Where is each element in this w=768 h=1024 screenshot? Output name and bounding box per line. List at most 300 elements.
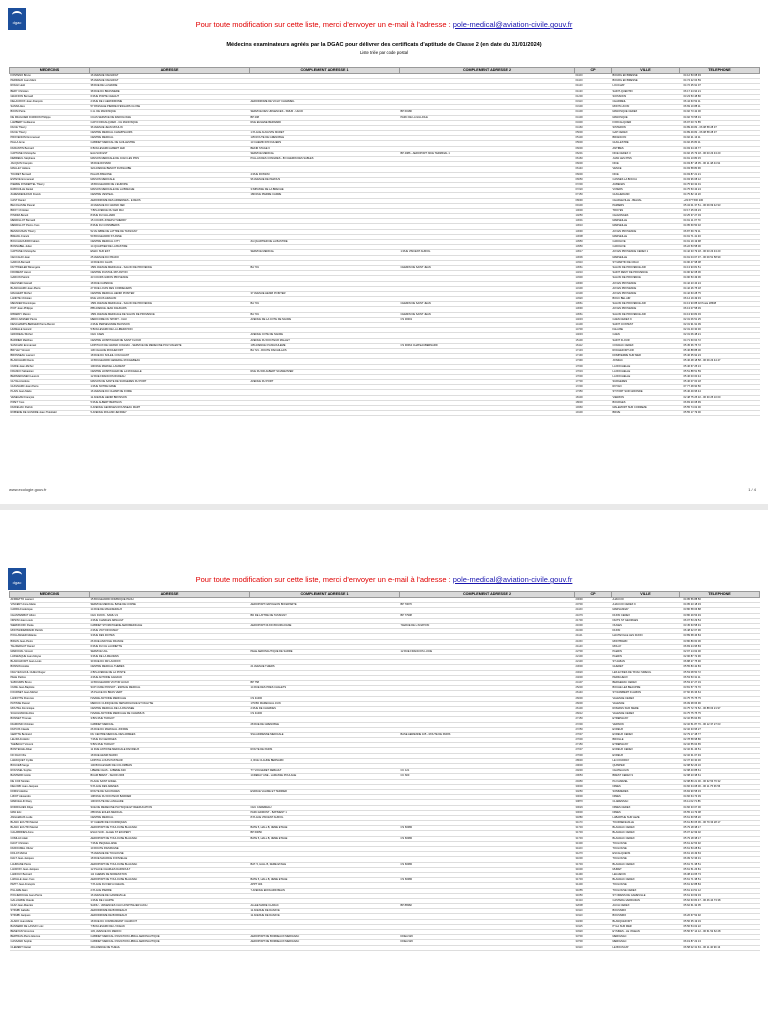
col-physician-header: MEDECINS bbox=[10, 592, 90, 598]
col-phone: 04 75 93 32 01 bbox=[680, 182, 760, 187]
col-phone: 07 60 36 36 64 bbox=[680, 691, 760, 696]
col-address: 40 AVENUE DU GRAND NEF bbox=[90, 203, 250, 208]
col-physician: RODRIGUES Filipe bbox=[10, 805, 90, 810]
col-physician: LELIRA Frédéric bbox=[10, 738, 90, 743]
col-address: 18 RUE DU SOLEIL COUCHANT bbox=[90, 354, 250, 359]
col-address: 11 RUE ANTOINE MEDICALE D'EVREUX bbox=[90, 748, 250, 753]
col-phone: 04 95 60 50 32 bbox=[680, 224, 760, 229]
col-city: CADOLIVE bbox=[612, 240, 680, 245]
col-address: CHU CAEN bbox=[90, 333, 250, 338]
col-address: CENTRE MEDICAL DE LA PAUSSEE bbox=[90, 706, 250, 711]
col-physician: PILLARE Alain bbox=[10, 888, 90, 893]
col-city: SISTERON bbox=[612, 125, 680, 130]
document-page-2 bbox=[0, 510, 768, 1024]
col-postal-code: 03110 bbox=[575, 99, 612, 104]
col-postal-code: 23000 bbox=[575, 665, 612, 670]
col-phone: 05 34 01 37 51 - 06 09 69 42 93 bbox=[680, 203, 760, 208]
col-phone: 06 84 90 58 33 bbox=[680, 789, 760, 794]
col-postal-code: 28630 bbox=[575, 758, 612, 763]
col-phone: 04 90 92 08 06 bbox=[680, 271, 760, 276]
col-address: C.H. DE MANOSQUE bbox=[90, 110, 250, 115]
col-city: SOMMIERES bbox=[612, 789, 680, 794]
col-city: GAP CEDEX bbox=[612, 131, 680, 136]
col-physician: LASSESQUE Jean-Moyse bbox=[10, 655, 90, 660]
col-postal-code: 01130 bbox=[575, 89, 612, 94]
col-phone: 04 12 53 08 93 bbox=[680, 74, 760, 79]
col-physician: ABOU-NASSER Pierre bbox=[10, 317, 90, 322]
col-postal-code: 04100 bbox=[575, 115, 612, 120]
col-city: AUCH CEDEX bbox=[612, 904, 680, 909]
col-city: TROYES bbox=[612, 208, 680, 213]
col-city: SURGERES bbox=[612, 380, 680, 385]
col-address-extra-1 bbox=[250, 411, 400, 416]
col-address-extra-1: 96 AVENUE DE PEZOUS bbox=[250, 177, 400, 182]
col-physician: GUYALA Hélène bbox=[10, 380, 90, 385]
col-address: 6 AVENUE GEORGES ROUSSEAU MART bbox=[90, 406, 250, 411]
col-physician: CASSAND Sophie bbox=[10, 940, 90, 945]
col-postal-code: 17019 bbox=[575, 369, 612, 374]
col-city: PLERIN bbox=[612, 649, 680, 654]
col-address: 50 BOULEVARD ST ANNE bbox=[90, 234, 250, 239]
col-physician: ANGLERAIS Ludie bbox=[10, 815, 90, 820]
col-address-extra-1-header: COMPLEMENT ADRESSE 1 bbox=[250, 68, 400, 74]
col-postal-code: 31055 bbox=[575, 888, 612, 893]
col-phone: 05 61 32 88 84 bbox=[680, 883, 760, 888]
col-physician: DURIEUAC Patrick bbox=[10, 406, 90, 411]
col-address-extra-1: CS 41000 bbox=[250, 712, 400, 717]
col-phone: 04 75 75 75 75 bbox=[680, 696, 760, 701]
col-address-extra-1: SERVICE MEDICAL bbox=[250, 250, 400, 255]
col-physician: AFFRETTO Laurent bbox=[10, 598, 90, 603]
col-phone: 02 32 55 64 65 bbox=[680, 743, 760, 748]
col-phone: 04 75 72 73 52 - 06 88 03 21 97 bbox=[680, 706, 760, 711]
col-physician: LAURIANE Pierre bbox=[10, 862, 90, 867]
contact-email-link[interactable]: pole-medical@aviation-civile.gouv.fr bbox=[452, 20, 573, 29]
col-phone: 06 07 53 29 54 bbox=[680, 618, 760, 623]
col-city: OUGES bbox=[612, 623, 680, 628]
col-address: MAISON MEDICALE bbox=[90, 177, 250, 182]
col-city: SALON DE PROVENCE AIR bbox=[612, 265, 680, 270]
col-city: LA ROCHELLE bbox=[612, 369, 680, 374]
col-address: 18 RUE HENRI MARIN bbox=[90, 753, 250, 758]
col-physician: MAN Eric bbox=[10, 810, 90, 815]
col-physician: LADIOUX Bernard bbox=[10, 872, 90, 877]
col-physician: PELE Patrice bbox=[10, 675, 90, 680]
col-postal-code: 13090 bbox=[575, 281, 612, 286]
col-phone: 06 61 19 49 63 bbox=[680, 852, 760, 857]
col-address: PALAIS BISHONE bbox=[90, 172, 250, 177]
col-postal-code: 06201 bbox=[575, 151, 612, 156]
col-city: EYSINES - LE VIGEAN bbox=[612, 930, 680, 935]
col-address: EAA SUD EST bbox=[90, 151, 250, 156]
col-address-extra-2: BASE AERIENNE 105 - ROUTE DE PARIS bbox=[400, 732, 575, 737]
col-phone: 04 91 11 37 70 bbox=[680, 219, 760, 224]
col-phone: 05 61 24 51 12 bbox=[680, 888, 760, 893]
col-postal-code: 27000 bbox=[575, 738, 612, 743]
col-phone: 02 98 52 26 16 bbox=[680, 764, 760, 769]
col-phone: 04 93 58 80 96 bbox=[680, 167, 760, 172]
col-city: BOCHE LEZ BEAUPRE bbox=[612, 686, 680, 691]
col-address-extra-1: 1CRENAY ANE - LAMASSE POULAGE bbox=[250, 774, 400, 779]
col-address-extra-1: BA 721 - ROUTE D'ECHILLAIS bbox=[250, 348, 400, 353]
col-physician: TALIFERGUT Daniel bbox=[10, 644, 90, 649]
col-address: 2 RUE PERSEVANDE BLOSSON bbox=[90, 323, 250, 328]
col-city: NICE CEDEX 3 bbox=[612, 151, 680, 156]
col-phone: 02 31 91 91 09 bbox=[680, 323, 760, 328]
col-physician: DELACROIX Jean-François bbox=[10, 99, 90, 104]
col-address-extra-1: AVENUE DU PORT bbox=[250, 380, 400, 385]
col-phone: 05 45 36 75 72 bbox=[680, 343, 760, 348]
col-physician: ZAZENDENHOUR Franck bbox=[10, 193, 90, 198]
col-city: PYLA SUR MER bbox=[612, 924, 680, 929]
col-physician: LANIOTTE Florence bbox=[10, 696, 90, 701]
col-city: PAMIERS bbox=[612, 203, 680, 208]
col-city-header: VILLE bbox=[612, 68, 680, 74]
col-phone: 06 44 63 52 11 bbox=[680, 99, 760, 104]
table-row bbox=[10, 411, 760, 416]
col-phone: 02 32 31 07 49 bbox=[680, 753, 760, 758]
col-postal-code: 07150 bbox=[575, 193, 612, 198]
col-phone: 04 92 73 42 00 bbox=[680, 110, 760, 115]
col-postal-code: 14033 bbox=[575, 333, 612, 338]
col-postal-code: 13008 bbox=[575, 234, 612, 239]
col-city: MURET bbox=[612, 867, 680, 872]
col-postal-code: 24000 bbox=[575, 675, 612, 680]
col-address: 1 RUE DE L'HARTE bbox=[90, 898, 250, 903]
col-phone: 02 32 33 95 27 bbox=[680, 727, 760, 732]
col-city: SOISSONS bbox=[612, 94, 680, 99]
col-city: MERIGNAC bbox=[612, 940, 680, 945]
col-address: CENTRE HOSPITALIER DE SAINT FLOUR bbox=[90, 338, 250, 343]
col-phone: +33 677 500 230 bbox=[680, 198, 760, 203]
col-phone-header: TELEPHONE bbox=[680, 592, 760, 598]
col-postal-code: 29653 bbox=[575, 774, 612, 779]
col-postal-code: 31310 bbox=[575, 898, 612, 903]
col-phone: 04 66 64 73 39 bbox=[680, 795, 760, 800]
col-city: DIJON bbox=[612, 629, 680, 634]
col-address-extra-1: 8 PLACE VINCENT AURIOL bbox=[250, 815, 400, 820]
col-city: SALON DE PROVENCE AIR bbox=[612, 312, 680, 317]
col-address: 3 RUE DES ROITES bbox=[90, 634, 250, 639]
col-city: ESCALQUENS bbox=[612, 852, 680, 857]
col-physician: STRUBI Jacques bbox=[10, 914, 90, 919]
col-city: ST ALBAN bbox=[612, 660, 680, 665]
col-postal-code: 21121 bbox=[575, 634, 612, 639]
col-postal-code: 30000 bbox=[575, 795, 612, 800]
col-phone: 06 11 62 72 86 bbox=[680, 800, 760, 805]
col-city: EVREUX bbox=[612, 727, 680, 732]
col-address-extra-1: 37 AVENUE HENRI POINTER bbox=[250, 291, 400, 296]
col-postal-code: 13617 bbox=[575, 250, 612, 255]
col-city: VIERZON bbox=[612, 395, 680, 400]
col-postal-code: 26000 bbox=[575, 701, 612, 706]
col-postal-code: 06140 bbox=[575, 167, 612, 172]
col-postal-code: 21700 bbox=[575, 618, 612, 623]
col-city: ST RAMBERT D ALBON bbox=[612, 691, 680, 696]
col-city: BLAGNAC CEDEX bbox=[612, 836, 680, 841]
col-city: NICE bbox=[612, 162, 680, 167]
col-address: 8 RUE DU GILLIARD bbox=[90, 214, 250, 219]
col-address: 2 PLACE PIERRE bbox=[90, 888, 250, 893]
col-phone: 04 42 33 79 18 - 06 03 23 43 20 bbox=[680, 250, 760, 255]
col-city: BREST CEDEX 9 bbox=[612, 774, 680, 779]
col-phone: 06 87 69 79 11 bbox=[680, 229, 760, 234]
col-postal-code: 01100 bbox=[575, 79, 612, 84]
col-postal-code: 31703 bbox=[575, 862, 612, 867]
col-physician: DUPUIS Claude bbox=[10, 727, 90, 732]
col-city: BOURG EN BRESSE bbox=[612, 74, 680, 79]
col-phone: 04 42 23 43 24 bbox=[680, 281, 760, 286]
col-physician-header: MEDECINS bbox=[10, 68, 90, 74]
col-physician: BARRIER Matthieu bbox=[10, 338, 90, 343]
col-postal-code: 26100 bbox=[575, 706, 612, 711]
col-phone: 05 46 67 25 13 bbox=[680, 364, 760, 369]
col-address-extra-1: AVENUE DU DOCTEUR MALLET bbox=[250, 338, 400, 343]
col-postal-code: 31000 bbox=[575, 857, 612, 862]
col-address: CENTRE MEDICAL CITY bbox=[90, 240, 250, 245]
col-postal-code: 24107 bbox=[575, 681, 612, 686]
col-address-extra-1: 3 IMPASSE DE LA BRECHE bbox=[250, 188, 400, 193]
col-phone: 03 23 53 48 80 bbox=[680, 94, 760, 99]
col-address-extra-1: 180 RUE PIERRE CADRE bbox=[250, 193, 400, 198]
col-postal-code: 22700 bbox=[575, 649, 612, 654]
col-address: AEROPORT DE TOULOUSE BLAGNAC bbox=[90, 826, 250, 831]
col-physician: MARIOVAL Vincent bbox=[10, 649, 90, 654]
col-address-extra-1: AERODROME DE VICHY CHARMEIL bbox=[250, 99, 400, 104]
col-physician: NGUYEN HOJL CHIEU Roger bbox=[10, 670, 90, 675]
col-physician: FONTENO Bruno bbox=[10, 74, 90, 79]
col-address: ESAC SUD - ALLEE ST EXUPERY bbox=[90, 831, 250, 836]
col-phone: 06 09 38 66 96 bbox=[680, 701, 760, 706]
col-phone: 06 88 27 75 90 bbox=[680, 660, 760, 665]
col-postal-code: 17390 bbox=[575, 359, 612, 364]
col-city: VENCE bbox=[612, 167, 680, 172]
col-address-extra-1: 11 AVENUE DE DANAYE bbox=[250, 909, 400, 914]
col-physician: DE COZ Nicolas bbox=[10, 779, 90, 784]
col-postal-code: 33110 bbox=[575, 914, 612, 919]
col-city: CHATEAULIN bbox=[612, 769, 680, 774]
col-address-extra-1: 14 RUE DES PRES CHALETS bbox=[250, 686, 400, 691]
col-physician: LAPALLE Jean-Yves bbox=[10, 878, 90, 883]
col-postal-code: 13210 bbox=[575, 271, 612, 276]
col-physician: PLAIN Jean-Marie bbox=[10, 390, 90, 395]
col-postal-code: 26012 bbox=[575, 712, 612, 717]
col-physician: DORIZ Adeline bbox=[10, 789, 90, 794]
col-address-extra-2: DOEA 926 bbox=[400, 935, 575, 940]
col-postal-code: 01120 bbox=[575, 84, 612, 89]
col-city: ETREPAGNY bbox=[612, 743, 680, 748]
col-city: MOLAY bbox=[612, 644, 680, 649]
col-physician: PIERRE D'INDEPTEL Thierry bbox=[10, 182, 90, 187]
col-physician: BLANC ECUTIN Marcel bbox=[10, 821, 90, 826]
col-address: 3 BIS RUE TURGOT bbox=[90, 717, 250, 722]
col-address: CENTRE MEDICAL bbox=[90, 815, 250, 820]
col-address-extra-1: BEKIR STAGE 6 bbox=[250, 146, 400, 151]
col-phone: 04 91 04 07 07 - 06 09 51 58 99 bbox=[680, 255, 760, 260]
col-city: PLERIN bbox=[612, 655, 680, 660]
contact-email-link[interactable]: pole-medical@aviation-civile.gouv.fr bbox=[452, 575, 573, 584]
col-physician: CECCALDI Jean bbox=[10, 255, 90, 260]
col-physician: BERY Christian bbox=[10, 89, 90, 94]
col-address: 3 RUE DE LA MEURAIS bbox=[90, 655, 250, 660]
col-phone: 04 42 26 75 18 bbox=[680, 286, 760, 291]
col-physician: WERNIKOFF Paola bbox=[10, 623, 90, 628]
col-city: MARSEILLE bbox=[612, 219, 680, 224]
col-postal-code: 33115 bbox=[575, 924, 612, 929]
col-phone: 02 32 55 64 65 bbox=[680, 717, 760, 722]
col-city: BLAGNAC CEDEX bbox=[612, 878, 680, 883]
col-address-header: ADRESSE bbox=[90, 68, 250, 74]
col-address: 26 RUE DU MARCHAL JOFFRE bbox=[90, 727, 250, 732]
col-physician: PIPET Yves bbox=[10, 400, 90, 405]
col-address-extra-1: 135 ROUTE DE GRENOBLE bbox=[250, 136, 400, 141]
col-address-extra-1: TY VOUGERET DEBAULT bbox=[250, 769, 400, 774]
col-phone: 06 83 24 95 83 bbox=[680, 644, 760, 649]
col-physician: PIOT Jean-Philippe bbox=[10, 307, 90, 312]
col-city: SALON DE PROVENCE bbox=[612, 276, 680, 281]
col-address-extra-2-header: COMPLEMENT ADRESSE 2 bbox=[400, 592, 575, 598]
col-city: BOUSSIRO bbox=[612, 909, 680, 914]
col-phone: 04 93 96 08 12 bbox=[680, 177, 760, 182]
col-postal-code: 31880 bbox=[575, 815, 612, 820]
col-city-header: VILLE bbox=[612, 592, 680, 598]
col-physician: MENDILLOT Bernard bbox=[10, 219, 90, 224]
col-city: DIJON CEDEX bbox=[612, 613, 680, 618]
col-city: LA ROCHELLE bbox=[612, 364, 680, 369]
col-physician: GERTTE Bertrand bbox=[10, 732, 90, 737]
col-city: BOUC BEL AIR bbox=[612, 297, 680, 302]
col-postal-code: 10250 bbox=[575, 214, 612, 219]
col-physician: POULANGER Mélanie bbox=[10, 634, 90, 639]
col-address: 16 AVENUE DE GANREVILLE bbox=[90, 893, 250, 898]
col-city: FALAISE bbox=[612, 328, 680, 333]
col-postal-code: 31170 bbox=[575, 821, 612, 826]
col-phone: 05 79 18 38 17 bbox=[680, 826, 760, 831]
col-physician: DUROUMEL Olivier bbox=[10, 847, 90, 852]
col-city: VALENCE CEDEX bbox=[612, 712, 680, 717]
col-physician: RIBARDY Marion bbox=[10, 312, 90, 317]
col-address: 13 BOULEVARD VICTOR HUGO bbox=[90, 681, 250, 686]
col-postal-code: 10000 bbox=[575, 208, 612, 213]
col-physician: ROUSSEL Sophie bbox=[10, 769, 90, 774]
col-phone: 02 96 87 72 96 bbox=[680, 655, 760, 660]
col-postal-code: 05100 bbox=[575, 136, 612, 141]
col-postal-code: 07220 bbox=[575, 188, 612, 193]
col-phone: 04 92 15 79 18 - 06 03 23 43 20 bbox=[680, 151, 760, 156]
col-postal-code: 13950 bbox=[575, 245, 612, 250]
col-address: CAPI FORCALQUIER - CH MANOSQUE bbox=[90, 120, 250, 125]
col-physician: DALT Jean-Jacques bbox=[10, 857, 90, 862]
col-city: BERGERAC CEDEX bbox=[612, 681, 680, 686]
col-phone: 04 93 87 18 05 - 06 11 48 44 91 bbox=[680, 162, 760, 167]
col-postal-code: 18100 bbox=[575, 395, 612, 400]
col-postal-code: 31400 bbox=[575, 883, 612, 888]
col-postal-code: 17000 bbox=[575, 374, 612, 379]
col-address-extra-1: CS 41000 bbox=[250, 696, 400, 701]
col-physician: BLANCHARD Jean-Pierre bbox=[10, 286, 90, 291]
col-phone: 04 92 21 13 11 bbox=[680, 136, 760, 141]
col-phone: 05 56 35 19 19 bbox=[680, 919, 760, 924]
col-city: CAEN CEDEX 9 bbox=[612, 317, 680, 322]
col-postal-code: 30250 bbox=[575, 789, 612, 794]
col-physician: STRUBI Isabelle bbox=[10, 909, 90, 914]
col-city: LEGUEVIN bbox=[612, 872, 680, 877]
col-physician: NO DAO Nhu bbox=[10, 753, 90, 758]
col-postal-code: 27037 bbox=[575, 732, 612, 737]
col-postal-code: 33110 bbox=[575, 945, 612, 950]
col-address: CENTRE HOSPITALIER DE LA ROCHELLE bbox=[90, 369, 250, 374]
col-address-extra-1: BA 701 bbox=[250, 265, 400, 270]
col-postal-code: 01200 bbox=[575, 94, 612, 99]
col-physician: CHANTEMBUT Albon bbox=[10, 613, 90, 618]
col-postal-code: 31600 bbox=[575, 867, 612, 872]
col-city: AUBENAS bbox=[612, 182, 680, 187]
col-phone: 05 61 71 38 51 bbox=[680, 862, 760, 867]
col-city: MERIGNAC bbox=[612, 935, 680, 940]
col-postal-code: 20700 bbox=[575, 603, 612, 608]
col-physician: DELORD Jean-Jacques bbox=[10, 784, 90, 789]
col-address-header: ADRESSE bbox=[90, 592, 250, 598]
col-city: PLOUARZEL bbox=[612, 779, 680, 784]
col-address: 14 QUARTIER DE LA BASTIDE bbox=[90, 245, 250, 250]
col-address: MEDICOME DU SPORT - CHU bbox=[90, 317, 250, 322]
dgac-logo: dgac bbox=[8, 568, 26, 590]
col-physician: MOUTEL Dominique bbox=[10, 706, 90, 711]
col-address-extra-1: ROUTE DE PARIS bbox=[250, 748, 400, 753]
col-physician: GALLIARDE Claude bbox=[10, 898, 90, 903]
col-address: 133, AVENUE DU MEDOC bbox=[90, 930, 250, 935]
col-phone: 06 13 07 58 39 bbox=[680, 307, 760, 312]
col-phone: 04 89 49 82 - 06 08 58 28 37 bbox=[680, 125, 760, 130]
col-physician: GRAFFON Bernard bbox=[10, 94, 90, 99]
col-city: BLAGNAC CEDEX bbox=[612, 862, 680, 867]
col-city: EVREUX bbox=[612, 753, 680, 758]
col-phone: 04 91 19 19 98 bbox=[680, 240, 760, 245]
col-city: GUERET bbox=[612, 665, 680, 670]
col-address: MEDIUC CLINIQUE DE NEPHROLOGIE ET DIALYSE bbox=[90, 701, 250, 706]
col-physician: ROUHI Hedi bbox=[10, 84, 90, 89]
col-city: MARSANNAY bbox=[612, 608, 680, 613]
col-address: 57 PASSAGE PIERRE D'ESGARS CLOSE bbox=[90, 105, 250, 110]
col-phone: 06 09 72 36 31 bbox=[680, 857, 760, 862]
col-phone: 05 46 07 00 18 bbox=[680, 380, 760, 385]
col-city: AIX EN PROVENCE bbox=[612, 291, 680, 296]
col-address-extra-1-header: COMPLEMENT ADRESSE 1 bbox=[250, 592, 400, 598]
col-city: SAINT CONTEST bbox=[612, 323, 680, 328]
col-address: AERODROME DE BORDEAUX bbox=[90, 914, 250, 919]
col-city: TOULOUSE bbox=[612, 847, 680, 852]
col-phone: 02 37 30 30 30 bbox=[680, 758, 760, 763]
col-city: AJACCIO bbox=[612, 598, 680, 603]
col-address-extra-1: 11 AVENUE DE DANAYE bbox=[250, 914, 400, 919]
col-city: QUIMPER bbox=[612, 764, 680, 769]
col-address-extra-2: 1 RUE VINCENT AURIOL bbox=[400, 250, 575, 255]
col-phone: 03 80 58 06 88 bbox=[680, 608, 760, 613]
col-city: SAINT REMY DE PROVENCE bbox=[612, 271, 680, 276]
col-postal-code: 06160 bbox=[575, 157, 612, 162]
col-physician: DUCE Thierry bbox=[10, 131, 90, 136]
col-postal-code: 13661 bbox=[575, 312, 612, 317]
col-address: 10 RUE DU GLAIS bbox=[90, 260, 250, 265]
col-address-extra-1: BP 60050 bbox=[250, 831, 400, 836]
col-address-extra-1: BATE 5, HALL B, 3EME ETAGE bbox=[250, 878, 400, 883]
col-phone: 03 81 57 73 70 bbox=[680, 686, 760, 691]
col-phone: 03 89 68 46 84 bbox=[680, 634, 760, 639]
col-address: CABINET STOMATIGENE AEROMEDICALE bbox=[90, 623, 250, 628]
col-postal-code: 31100 bbox=[575, 847, 612, 852]
col-postal-code: 13661 bbox=[575, 265, 612, 270]
col-postal-code: 14700 bbox=[575, 328, 612, 333]
